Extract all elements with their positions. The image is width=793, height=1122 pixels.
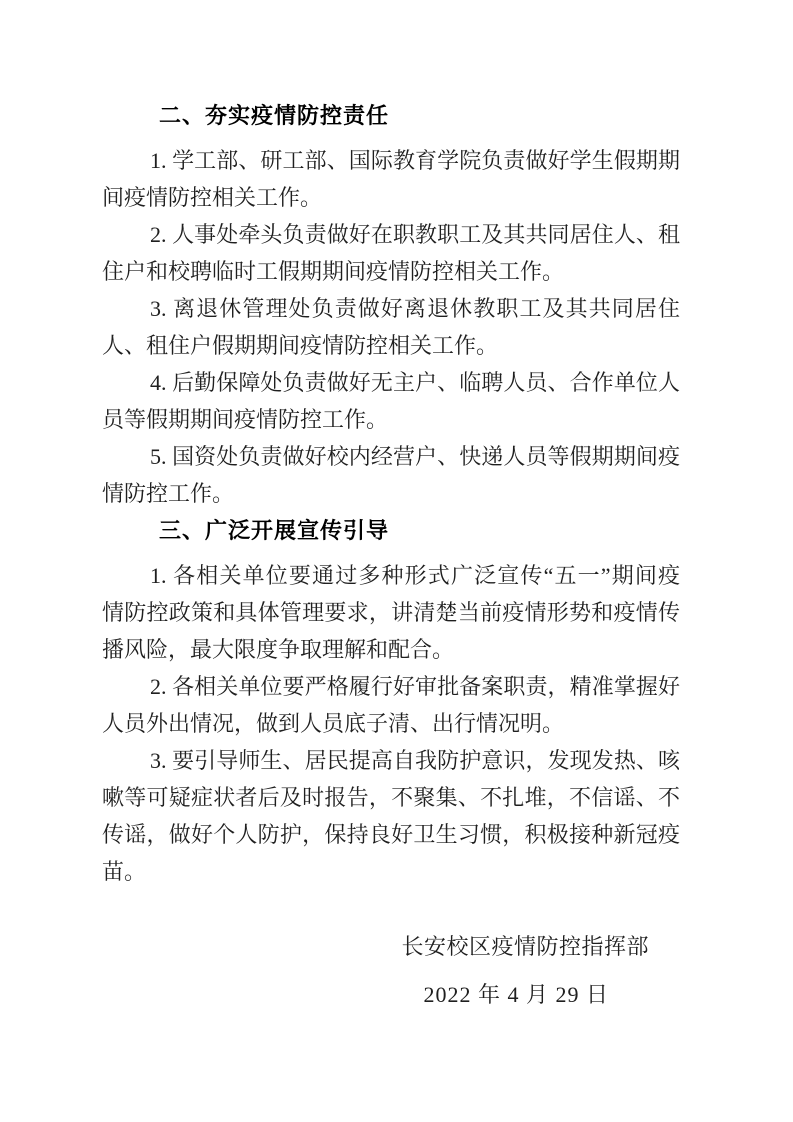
text-line: 间疫情防控相关工作。 — [102, 185, 323, 210]
section-heading: 二、夯实疫情防控责任 — [159, 103, 390, 128]
text-line: 传谣，做好个人防护，保持良好卫生习惯，积极接种新冠疫 — [102, 822, 680, 847]
text-line: 5. 国资处负责做好校内经营户、快递人员等假期期间疫 — [150, 444, 680, 469]
text-line: 2. 人事处牵头负责做好在职教职工及其共同居住人、租 — [150, 222, 680, 247]
text-line: 1. 学工部、研工部、国际教育学院负责做好学生假期期 — [150, 148, 680, 173]
paragraph — [102, 742, 680, 890]
paragraph — [102, 290, 680, 364]
text-line: 3. 离退休管理处负责做好离退休教职工及其共同居住 — [150, 296, 680, 321]
paragraph — [102, 668, 680, 742]
text-line: 苗。 — [102, 859, 147, 884]
text-line: 人、租住户假期期间疫情防控相关工作。 — [102, 333, 499, 358]
text-line: 播风险，最大限度争取理解和配合。 — [102, 637, 455, 662]
document-content — [102, 97, 680, 1013]
paragraph — [102, 142, 680, 216]
text-line: 人员外出情况，做到人员底子清、出行情况明。 — [102, 711, 565, 736]
text-line: 住户和校聘临时工假期期间疫情防控相关工作。 — [102, 259, 565, 284]
section-heading: 三、广泛开展宣传引导 — [159, 518, 390, 543]
text-line: 3. 要引导师生、居民提高自我防护意识，发现发热、咳 — [150, 748, 680, 773]
text-line: 情防控工作。 — [102, 481, 235, 506]
date-line: 2022 年 4 月 29 日 — [423, 982, 609, 1007]
text-line: 2. 各相关单位要严格履行好审批备案职责，精准掌握好 — [150, 674, 680, 699]
paragraph — [102, 557, 680, 668]
text-line: 嗽等可疑症状者后及时报告，不聚集、不扎堆，不信谣、不 — [102, 785, 680, 810]
text-line: 1. 各相关单位要通过多种形式广泛宣传“五一”期间疫 — [150, 563, 680, 588]
document-body — [102, 97, 680, 890]
paragraph — [102, 364, 680, 438]
paragraph — [102, 216, 680, 290]
text-line: 4. 后勤保障处负责做好无主户、临聘人员、合作单位人 — [150, 370, 680, 395]
signature-line: 长安校区疫情防控指挥部 — [401, 934, 649, 959]
text-line: 员等假期期间疫情防控工作。 — [102, 407, 389, 432]
paragraph — [102, 438, 680, 512]
text-line: 情防控政策和具体管理要求，讲清楚当前疫情形势和疫情传 — [102, 600, 680, 625]
